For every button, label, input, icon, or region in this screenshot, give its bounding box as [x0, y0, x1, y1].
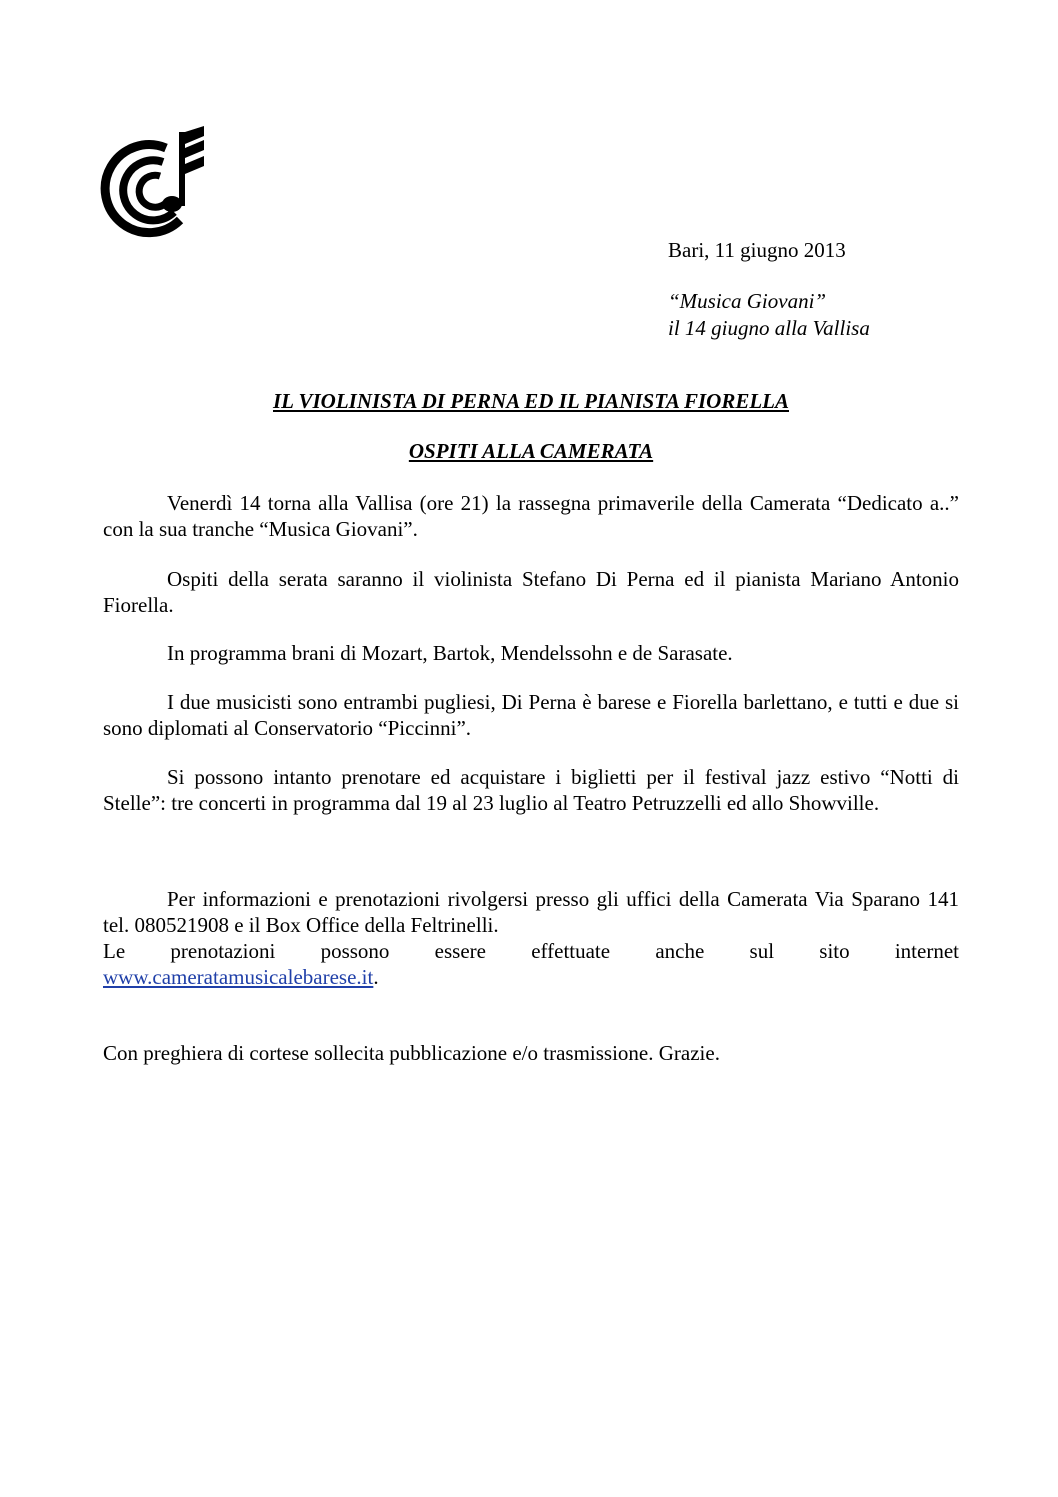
paragraph-4: I due musicisti sono entrambi pugliesi, Di Perna è barese e Fiorella barlettano, e tutti e due si sono diplomati al Conservatorio “Piccinni”. — [103, 690, 959, 740]
booking-text: Le prenotazioni possono essere effettuate anche sul sito internet — [103, 939, 959, 963]
camerata-musicale-logo-icon — [100, 126, 210, 242]
paragraph-3: In programma brani di Mozart, Bartok, Mendelssohn e de Sarasate. — [167, 641, 733, 665]
subject-line-2: il 14 giugno alla Vallisa — [668, 316, 870, 340]
subject-line-1: “Musica Giovani” — [668, 289, 827, 313]
paragraph-5: Si possono intanto prenotare ed acquistare i biglietti per il festival jazz estivo “Notti di Stelle”: tre concerti in programma dal 19 al 23 luglio al Teatro Petruzzelli ed allo Showville. — [103, 765, 959, 815]
closing-line: Con preghiera di cortese sollecita pubblicazione e/o trasmissione. Grazie. — [103, 1041, 720, 1065]
dateline: Bari, 11 giugno 2013 — [668, 238, 846, 262]
headline-line-1: IL VIOLINISTA DI PERNA ED IL PIANISTA FIORELLA — [273, 389, 789, 413]
headline-line-2: OSPITI ALLA CAMERATA — [408, 439, 654, 463]
subject-block — [668, 288, 870, 342]
paragraph-1: Venerdì 14 torna alla Vallisa (ore 21) la rassegna primaverile della Camerata “Dedicato a..” con la sua tranche “Musica Giovani”. — [103, 491, 959, 541]
paragraph-6: Per informazioni e prenotazioni rivolgersi presso gli uffici della Camerata Via Sparano 141 tel. 080521908 e il Box Office della Feltrinelli. — [103, 887, 959, 937]
booking-end: . — [373, 965, 379, 989]
website-link[interactable]: www.cameratamusicalebarese.it — [103, 965, 374, 989]
paragraph-2: Ospiti della serata saranno il violinista Stefano Di Perna ed il pianista Mariano Antonio Fiorella. — [103, 567, 959, 617]
paragraph-7 — [103, 938, 959, 990]
